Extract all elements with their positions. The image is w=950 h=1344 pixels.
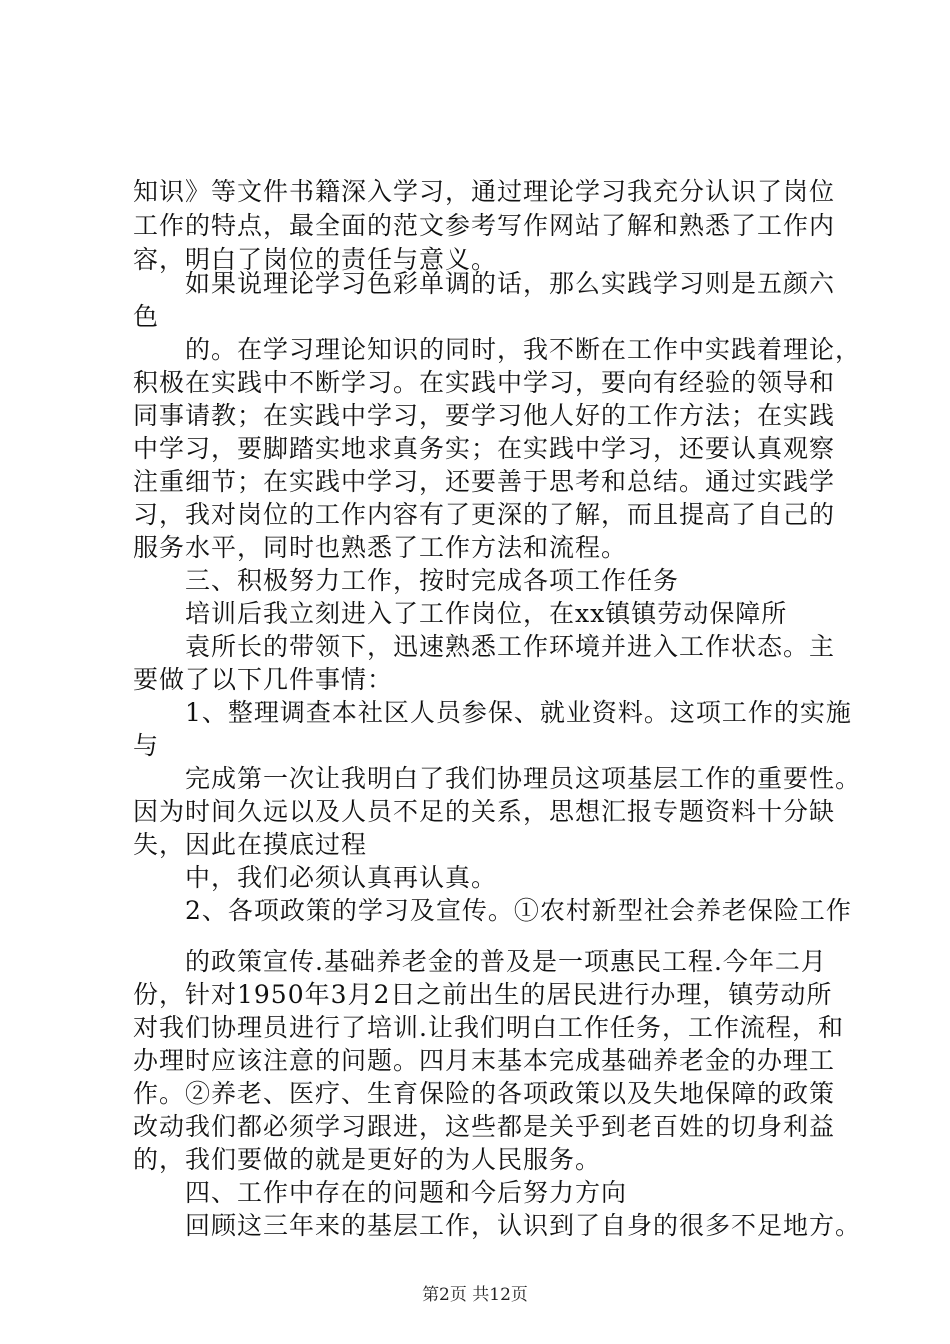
text-line: 作。②养老、医疗、生育保险的各项政策以及失地保障的政策 (133, 1079, 836, 1108)
text-line: 习，我对岗位的工作内容有了更深的了解，而且提高了自己的 (133, 500, 836, 529)
text-line: 回顾这三年来的基层工作，认识到了自身的很多不足地方。 (133, 1211, 862, 1240)
text-line: 因为时间久远以及人员不足的关系，思想汇报专题资料十分缺 (133, 797, 836, 826)
text-line: 积极在实践中不断学习。在实践中学习，要向有经验的领导和 (133, 368, 836, 397)
text-line: 要做了以下几件事情： (133, 665, 394, 694)
text-line: 如果说理论学习色彩单调的话，那么实践学习则是五颜六 (133, 269, 836, 298)
text-line: 培训后我立刻进入了工作岗位，在xx镇镇劳动保障所 (133, 599, 788, 628)
text-line: 注重细节；在实践中学习，还要善于思考和总结。通过实践学 (133, 467, 836, 496)
text-line: 服务水平，同时也熟悉了工作方法和流程。 (133, 533, 628, 562)
text-line: 容，明白了岗位的责任与意义。 (133, 245, 498, 274)
text-line: 完成第一次让我明白了我们协理员这项基层工作的重要性。 (133, 764, 862, 793)
section-heading: 三、积极努力工作，按时完成各项工作任务 (133, 566, 680, 595)
text-line: 工作的特点，最全面的范文参考写作网站了解和熟悉了工作内 (133, 211, 836, 240)
section-heading: 四、工作中存在的问题和今后努力方向 (133, 1178, 628, 1207)
text-line: 同事请教；在实践中学习，要学习他人好的工作方法；在实践 (133, 401, 836, 430)
text-line: 办理时应该注意的问题。四月末基本完成基础养老金的办理工 (133, 1046, 836, 1075)
text-line: 中，我们必须认真再认真。 (133, 863, 498, 892)
text-line: 2、各项政策的学习及宣传。①农村新型社会养老保险工作 (133, 896, 852, 925)
text-line: 份，针对1950年3月2日之前出生的居民进行办理，镇劳动所 (133, 980, 833, 1009)
text-line: 中学习，要脚踏实地求真务实；在实践中学习，还要认真观察 (133, 434, 836, 463)
text-line: 对我们协理员进行了培训.让我们明白工作任务，工作流程，和 (133, 1013, 844, 1042)
text-line: 失，因此在摸底过程 (133, 830, 368, 859)
text-line: 改动我们都必须学习跟进，这些都是关乎到老百姓的切身利益 (133, 1112, 836, 1141)
text-line: 与 (133, 731, 160, 760)
text-line: 的，我们要做的就是更好的为人民服务。 (133, 1145, 602, 1174)
text-line: 1、整理调查本社区人员参保、就业资料。这项工作的实施 (133, 698, 852, 727)
page-number: 第2页 共12页 (422, 1285, 528, 1305)
text-line: 的。在学习理论知识的同时，我不断在工作中实践着理论， (133, 335, 862, 364)
text-line: 知识》等文件书籍深入学习，通过理论学习我充分认识了岗位 (133, 177, 836, 206)
text-line: 色 (133, 302, 160, 331)
text-line: 袁所长的带领下，迅速熟悉工作环境并进入工作状态。主 (133, 632, 836, 661)
text-line: 的政策宣传.基础养老金的普及是一项惠民工程.今年二月 (133, 947, 827, 976)
